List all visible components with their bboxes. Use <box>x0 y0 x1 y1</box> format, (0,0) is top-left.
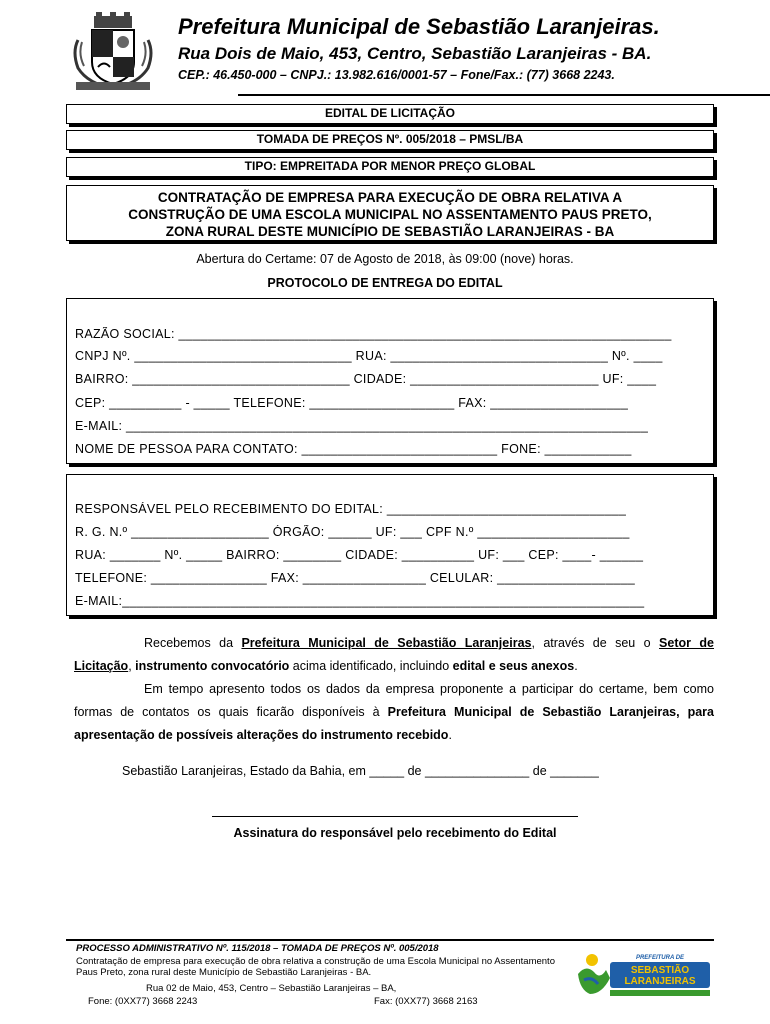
svg-text:LARANJEIRAS: LARANJEIRAS <box>624 976 696 987</box>
text-run: . <box>574 659 578 673</box>
cnpj-rua-field[interactable]: CNPJ Nº. ______________________________ RUA: ______________________________ Nº. ____ <box>75 349 663 363</box>
responsavel-form <box>66 474 714 616</box>
edital-box <box>66 104 714 124</box>
em-tempo-paragraph <box>74 678 714 747</box>
prefeitura-title: Prefeitura Municipal de Sebastião Laranjeiras. <box>178 14 660 39</box>
prefeitura-logo-icon <box>572 950 714 1002</box>
letterhead <box>60 8 720 94</box>
local-data-line[interactable]: Sebastião Laranjeiras, Estado da Bahia, em _____ de _______________ de _______ <box>122 764 599 778</box>
objeto-line: ZONA RURAL DESTE MUNICÍPIO DE SEBASTIÃO LARANJEIRAS - BA <box>165 224 615 239</box>
footer-objeto: Contratação de empresa para execução de obra relativa a construção de uma Escola Municipal no Assentamento Paus Preto, zona rural deste Município de Sebastião Laranjeiras - BA. <box>76 956 555 978</box>
prefeitura-address: Rua Dois de Maio, 453, Centro, Sebastião Laranjeiras - BA. <box>178 44 652 63</box>
footer-endereco: Rua 02 de Maio, 453, Centro – Sebastião Laranjeiras – BA, <box>146 983 397 994</box>
responsavel-email-field[interactable]: E-MAIL:________________________________________________________________________ <box>75 594 645 608</box>
footer-processo: PROCESSO ADMINISTRATIVO Nº. 115/2018 – TOMADA DE PREÇOS Nº. 005/2018 <box>76 943 439 954</box>
text-run: . <box>448 728 452 742</box>
text-run: instrumento convocatório <box>135 659 290 673</box>
empresa-form <box>66 298 714 464</box>
svg-text:SEBASTIÃO: SEBASTIÃO <box>630 965 690 976</box>
text-run: edital e seus anexos <box>452 659 575 673</box>
prefeitura-contact: CEP.: 46.450-000 – CNPJ.: 13.982.616/0001-57 – Fone/Fax.: (77) 3668 2243. <box>178 68 615 82</box>
svg-text:PREFEITURA DE: PREFEITURA DE <box>635 955 685 961</box>
text-run: Em tempo apresento todos os dados da empresa proponente a participar do certame, bem como formas de contatos os quais ficarão disponíveis à <box>74 682 714 719</box>
footer-fone: Fone: (0XX77) 3668 2243 <box>88 996 198 1007</box>
responsavel-field[interactable]: RESPONSÁVEL PELO RECEBIMENTO DO EDITAL: _________________________________ <box>75 502 627 516</box>
rg-orgao-cpf-field[interactable]: R. G. N.º ___________________ ÓRGÃO: ______ UF: ___ CPF N.º _____________________ <box>75 525 630 539</box>
bairro-cidade-field[interactable]: BAIRRO: ______________________________ CIDADE: __________________________ UF: ____ <box>75 372 657 386</box>
objeto-line: CONSTRUÇÃO DE UMA ESCOLA MUNICIPAL NO ASSENTAMENTO PAUS PRETO, <box>128 207 652 222</box>
tipo-label: TIPO: EMPREITADA POR MENOR PREÇO GLOBAL <box>244 159 536 173</box>
signature-label: Assinatura do responsável pelo recebimento do Edital <box>233 826 557 840</box>
municipal-crest-icon <box>68 12 158 92</box>
footer-rule <box>66 939 714 941</box>
text-run: Recebemos da <box>144 636 242 650</box>
text-run: , através de seu o <box>531 636 660 650</box>
text-run: , <box>128 659 136 673</box>
text-run: Setor de Licitação <box>74 636 715 673</box>
objeto-line: CONTRATAÇÃO DE EMPRESA PARA EXECUÇÃO DE OBRA RELATIVA A <box>157 190 623 205</box>
edital-label: EDITAL DE LICITAÇÃO <box>325 106 455 120</box>
contato-fone-field[interactable]: NOME DE PESSOA PARA CONTATO: ___________________________ FONE: ____________ <box>75 442 632 456</box>
text-run: acima identificado, incluindo <box>289 659 453 673</box>
abertura-certame: Abertura do Certame: 07 de Agosto de 2018, às 09:00 (nove) horas. <box>196 252 574 266</box>
tipo-box <box>66 157 714 177</box>
recebemos-paragraph <box>74 632 714 678</box>
header-rule <box>238 94 770 96</box>
cep-telefone-field[interactable]: CEP: __________ - _____ TELEFONE: ____________________ FAX: ___________________ <box>75 396 629 410</box>
signature-line[interactable] <box>212 816 578 817</box>
telefone-fax-celular-field[interactable]: TELEFONE: ________________ FAX: _________________ CELULAR: ___________________ <box>75 571 635 585</box>
endereco-field[interactable]: RUA: _______ Nº. _____ BAIRRO: ________ CIDADE: __________ UF: ___ CEP: ____- ______ <box>75 548 644 562</box>
razao-social-field[interactable]: RAZÃO SOCIAL: ____________________________________________________________________ <box>75 327 672 341</box>
objeto-box <box>66 185 714 241</box>
tomada-box <box>66 130 714 150</box>
email-field[interactable]: E-MAIL: ________________________________________________________________________ <box>75 419 649 433</box>
protocolo-title: PROTOCOLO DE ENTREGA DO EDITAL <box>267 276 503 290</box>
footer-fax: Fax: (0XX77) 3668 2163 <box>374 996 478 1007</box>
tomada-label: TOMADA DE PREÇOS Nº. 005/2018 – PMSL/BA <box>256 132 524 146</box>
text-run: Prefeitura Municipal de Sebastião Laranjeiras <box>241 636 532 650</box>
text-run: Prefeitura Municipal de Sebastião Laranjeiras, para apresentação de possíveis alterações do instrumento recebido <box>74 705 714 742</box>
